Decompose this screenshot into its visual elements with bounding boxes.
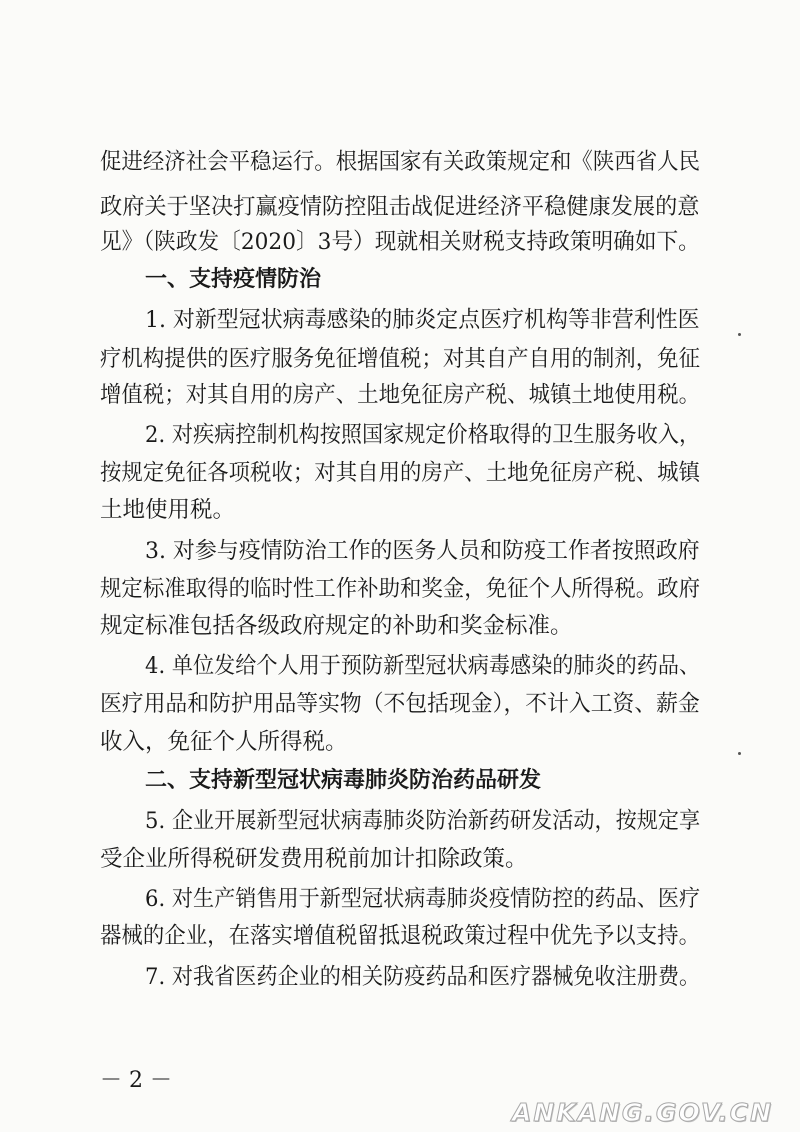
paragraph-line: 规定标准取得的临时性工作补助和奖金，免征个人所得税。政府	[100, 576, 700, 602]
paragraph-line: 政府关于坚决打赢疫情防控阻击战促进经济平稳健康发展的意	[100, 194, 700, 220]
section-heading-2: 二、支持新型冠状病毒肺炎防治药品研发	[145, 768, 542, 793]
paragraph-line: 土地使用税。	[100, 497, 236, 523]
paragraph-line: 收入，免征个人所得税。	[100, 729, 348, 755]
scan-speck	[738, 333, 741, 336]
paragraph-line: 受企业所得税研发费用税前加计扣除政策。	[100, 846, 528, 872]
paragraph-line: 1. 对新型冠状病毒感染的肺炎定点医疗机构等非营利性医	[145, 307, 700, 333]
section-heading-1: 一、支持疫情防治	[145, 267, 322, 292]
paragraph-line: 促进经济社会平稳运行。根据国家有关政策规定和《陕西省人民	[100, 149, 700, 175]
paragraph-line: 3. 对参与疫情防治工作的医务人员和防疫工作者按照政府	[145, 538, 700, 564]
paragraph-line: 医疗用品和防护用品等实物（不包括现金），不计入工资、薪金	[100, 691, 700, 717]
paragraph-line: 4. 单位发给个人用于预防新型冠状病毒感染的肺炎的药品、	[145, 653, 700, 679]
paragraph-line: 5. 企业开展新型冠状病毒肺炎防治新药研发活动，按规定享	[145, 808, 700, 834]
watermark: ANKANG.GOV.CN	[512, 1098, 774, 1127]
paragraph-line: 7. 对我省医药企业的相关防疫药品和医疗器械免收注册费。	[145, 964, 700, 990]
paragraph-line: 器械的企业，在落实增值税留抵退税政策过程中优先予以支持。	[100, 923, 700, 949]
paragraph-line: 增值税；对其自用的房产、土地免征房产税、城镇土地使用税。	[100, 382, 700, 408]
paragraph-line: 按规定免征各项税收；对其自用的房产、土地免征房产税、城镇	[100, 460, 700, 486]
paragraph-line: 2. 对疾病控制机构按照国家规定价格取得的卫生服务收入，	[145, 422, 700, 448]
paragraph-line: 6. 对生产销售用于新型冠状病毒肺炎疫情防控的药品、医疗	[145, 886, 700, 912]
scan-speck	[738, 752, 741, 755]
paragraph-line: 规定标准包括各级政府规定的补助和奖金标准。	[100, 613, 573, 639]
page-number: － 2 －	[100, 1068, 172, 1093]
paragraph-line: 见》（陕政发〔2020〕3号）现就相关财税支持政策明确如下。	[100, 229, 700, 255]
paragraph-line: 疗机构提供的医疗服务免征增值税；对其自产自用的制剂，免征	[100, 346, 700, 372]
